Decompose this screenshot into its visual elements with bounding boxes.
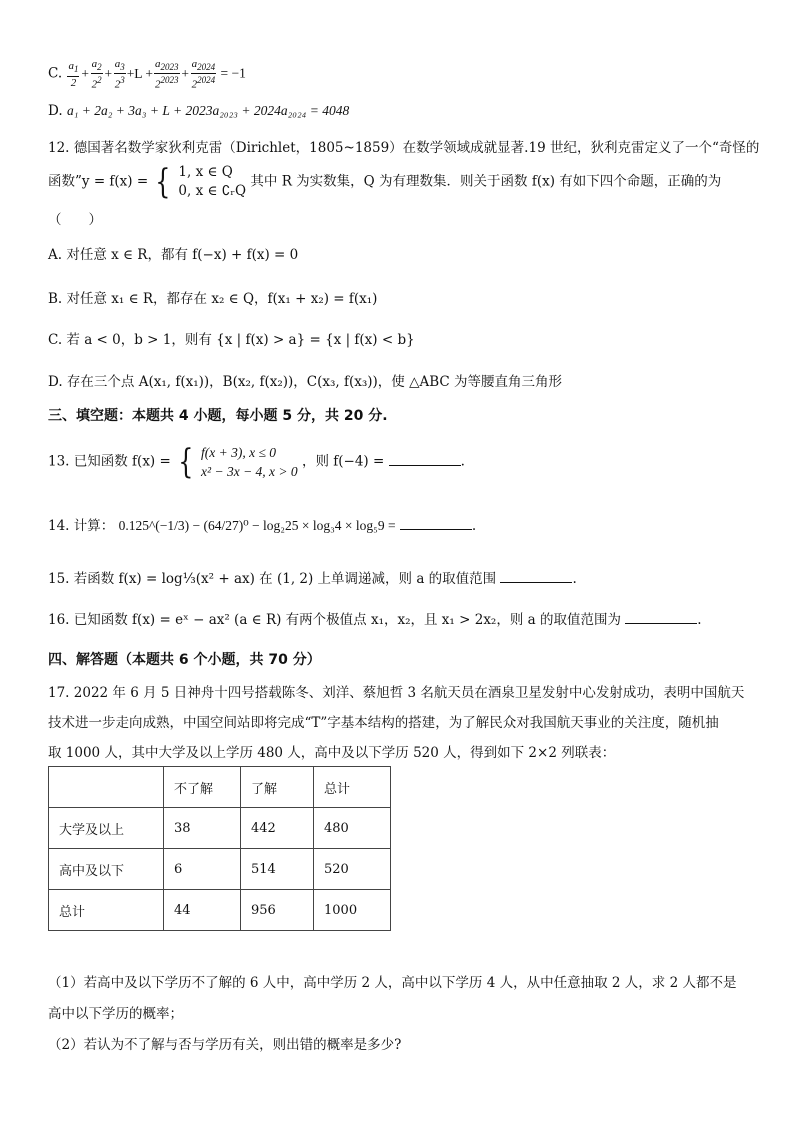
case-1: f(x + 3), x ≤ 0 xyxy=(201,445,277,460)
header-cell: 了解 xyxy=(241,767,314,808)
q12-cases xyxy=(178,163,246,201)
table-cell: 6 xyxy=(164,849,241,890)
q17-line2: 技术进一步走向成熟，中国空间站即将完成“T”字基本结构的搭建，为了解民众对我国航天事业的关注度，随机抽 xyxy=(48,715,719,731)
table-cell: 1000 xyxy=(314,890,391,931)
case-2: x² − 3x − 4, x > 0 xyxy=(201,464,298,479)
option-d-q11 xyxy=(48,101,349,121)
table-header-row xyxy=(49,767,391,808)
header-cell: 总计 xyxy=(314,767,391,808)
section-4-heading: 四、解答题（本题共 6 个小题，共 70 分） xyxy=(48,652,321,668)
q12-description: 其中 R 为实数集，Q 为有理数集．则关于函数 f(x) 有如下四个命题，正确的为 xyxy=(250,173,722,190)
series-expression: $\frac{a_1}{2}$ + $\frac{a_2}{2^2}$ + $\frac{a_3}{2^3}$ +L + $\frac{a_{2023}}{2^{2023}}$ + $\frac{a_{2024}}{2^{2024}}$ xyxy=(68,58,216,91)
table-cell: 442 xyxy=(241,808,314,849)
contingency-table xyxy=(48,766,391,931)
table-row xyxy=(49,808,391,849)
table-row xyxy=(49,890,391,931)
q13: 13. 已知函数 f(x) = { f(x + 3), x ≤ 0 x² − 3x − 4, x > 0 ，则 f(−4) = . xyxy=(48,442,465,482)
q17-part2: （2）若认为不了解与否与学历有关，则出错的概率是多少? xyxy=(48,1037,402,1053)
q17-part1-line1: （1）若高中及以下学历不了解的 6 人中，高中学历 2 人，高中以下学历 4 人，从中任意抽取 2 人，求 2 人都不是 xyxy=(48,975,737,991)
case-1: 1, x ∈ Q xyxy=(178,164,233,180)
q12-option-a: A. 对任意 x ∈ R，都有 f(−x) + f(x) = 0 xyxy=(48,247,299,263)
left-brace: { xyxy=(155,162,171,202)
row-label: 高中及以下 xyxy=(49,849,164,890)
row-label: 大学及以上 xyxy=(49,808,164,849)
q12-line2 xyxy=(48,163,721,201)
q12-option-c: C. 若 a < 0，b > 1，则有 {x | f(x) > a} = {x | f(x) < b} xyxy=(48,332,415,348)
table-cell: 480 xyxy=(314,808,391,849)
case-2: 0, x ∈ ∁ᵣQ xyxy=(178,183,247,199)
q15: 15. 若函数 f(x) = log⅓(x² + ax) 在 (1, 2) 上单调递减，则 a 的取值范围 . xyxy=(48,571,577,587)
q12-line1: 12. 德国著名数学家狄利克雷（Dirichlet，1805~1859）在数学领域成就显著.19 世纪，狄利克雷定义了一个“奇怪的 xyxy=(48,140,760,156)
q16-text: 16. 已知函数 f(x) = eˣ − ax² (a ∈ R) 有两个极值点 x₁，x₂，且 x₁ > 2x₂，则 a 的取值范围为 xyxy=(48,612,621,628)
q16: 16. 已知函数 f(x) = eˣ − ax² (a ∈ R) 有两个极值点 x₁，x₂，且 x₁ > 2x₂，则 a 的取值范围为 . xyxy=(48,612,702,628)
q13-prefix: 13. 已知函数 f(x) = xyxy=(48,453,171,470)
option-d-expression: a₁ + 2a₂ + 3a₃ + L + 2023a₂₀₂₃ + 2024a₂₀₂₄ = 4048 xyxy=(66,103,350,118)
section-3-heading: 三、填空题：本题共 4 小题，每小题 5 分，共 20 分. xyxy=(48,408,388,424)
q14-prefix: 14. 计算： xyxy=(48,518,115,534)
table-cell: 38 xyxy=(164,808,241,849)
q15-text: 15. 若函数 f(x) = log⅓(x² + ax) 在 (1, 2) 上单调递减，则 a 的取值范围 xyxy=(48,571,497,587)
q13-suffix: ，则 f(−4) = xyxy=(301,453,385,470)
table-row xyxy=(49,849,391,890)
q12-option-b: B. 对任意 x₁ ∈ R，都存在 x₂ ∈ Q，f(x₁ + x₂) = f(x₁) xyxy=(48,291,378,307)
header-cell: 不了解 xyxy=(164,767,241,808)
option-c-q11 xyxy=(48,58,246,91)
q13-cases xyxy=(201,443,298,481)
header-cell xyxy=(49,767,164,808)
table-cell: 956 xyxy=(241,890,314,931)
q17-line1: 17. 2022 年 6 月 5 日神舟十四号搭载陈冬、刘洋、蔡旭哲 3 名航天员在酒泉卫星发射中心发射成功，表明中国航天 xyxy=(48,685,745,701)
q14: 14. 计算： 0.125^(−1/3) − (64/27)⁰ − log₂25 × log₃4 × log₅9 = . xyxy=(48,518,477,534)
option-label: C. xyxy=(48,65,63,82)
q17-line3: 取 1000 人，其中大学及以上学历 480 人，高中及以下学历 520 人，得到如下 2×2 列联表： xyxy=(48,745,616,761)
equation-rhs: = −1 xyxy=(220,65,246,81)
q12-answer-paren: （ ） xyxy=(48,212,102,228)
left-brace: { xyxy=(178,442,194,482)
q14-expression: 0.125^(−1/3) − (64/27)⁰ − log₂25 × log₃4 × log₅9 = xyxy=(118,518,396,533)
table-cell: 514 xyxy=(241,849,314,890)
q12-option-d: D. 存在三个点 A(x₁, f(x₁))，B(x₂, f(x₂))，C(x₃, f(x₃))，使 △ABC 为等腰直角三角形 xyxy=(48,374,563,390)
answer-blank xyxy=(625,610,697,624)
option-label: D. xyxy=(48,103,63,119)
answer-blank xyxy=(500,569,572,583)
table-cell: 520 xyxy=(314,849,391,890)
answer-blank xyxy=(400,516,472,530)
q17-part1-line2: 高中以下学历的概率； xyxy=(48,1006,183,1022)
table-cell: 44 xyxy=(164,890,241,931)
answer-blank xyxy=(389,452,461,466)
q12-function-def: 函数”y = f(x) = xyxy=(48,173,149,190)
row-label: 总计 xyxy=(49,890,164,931)
